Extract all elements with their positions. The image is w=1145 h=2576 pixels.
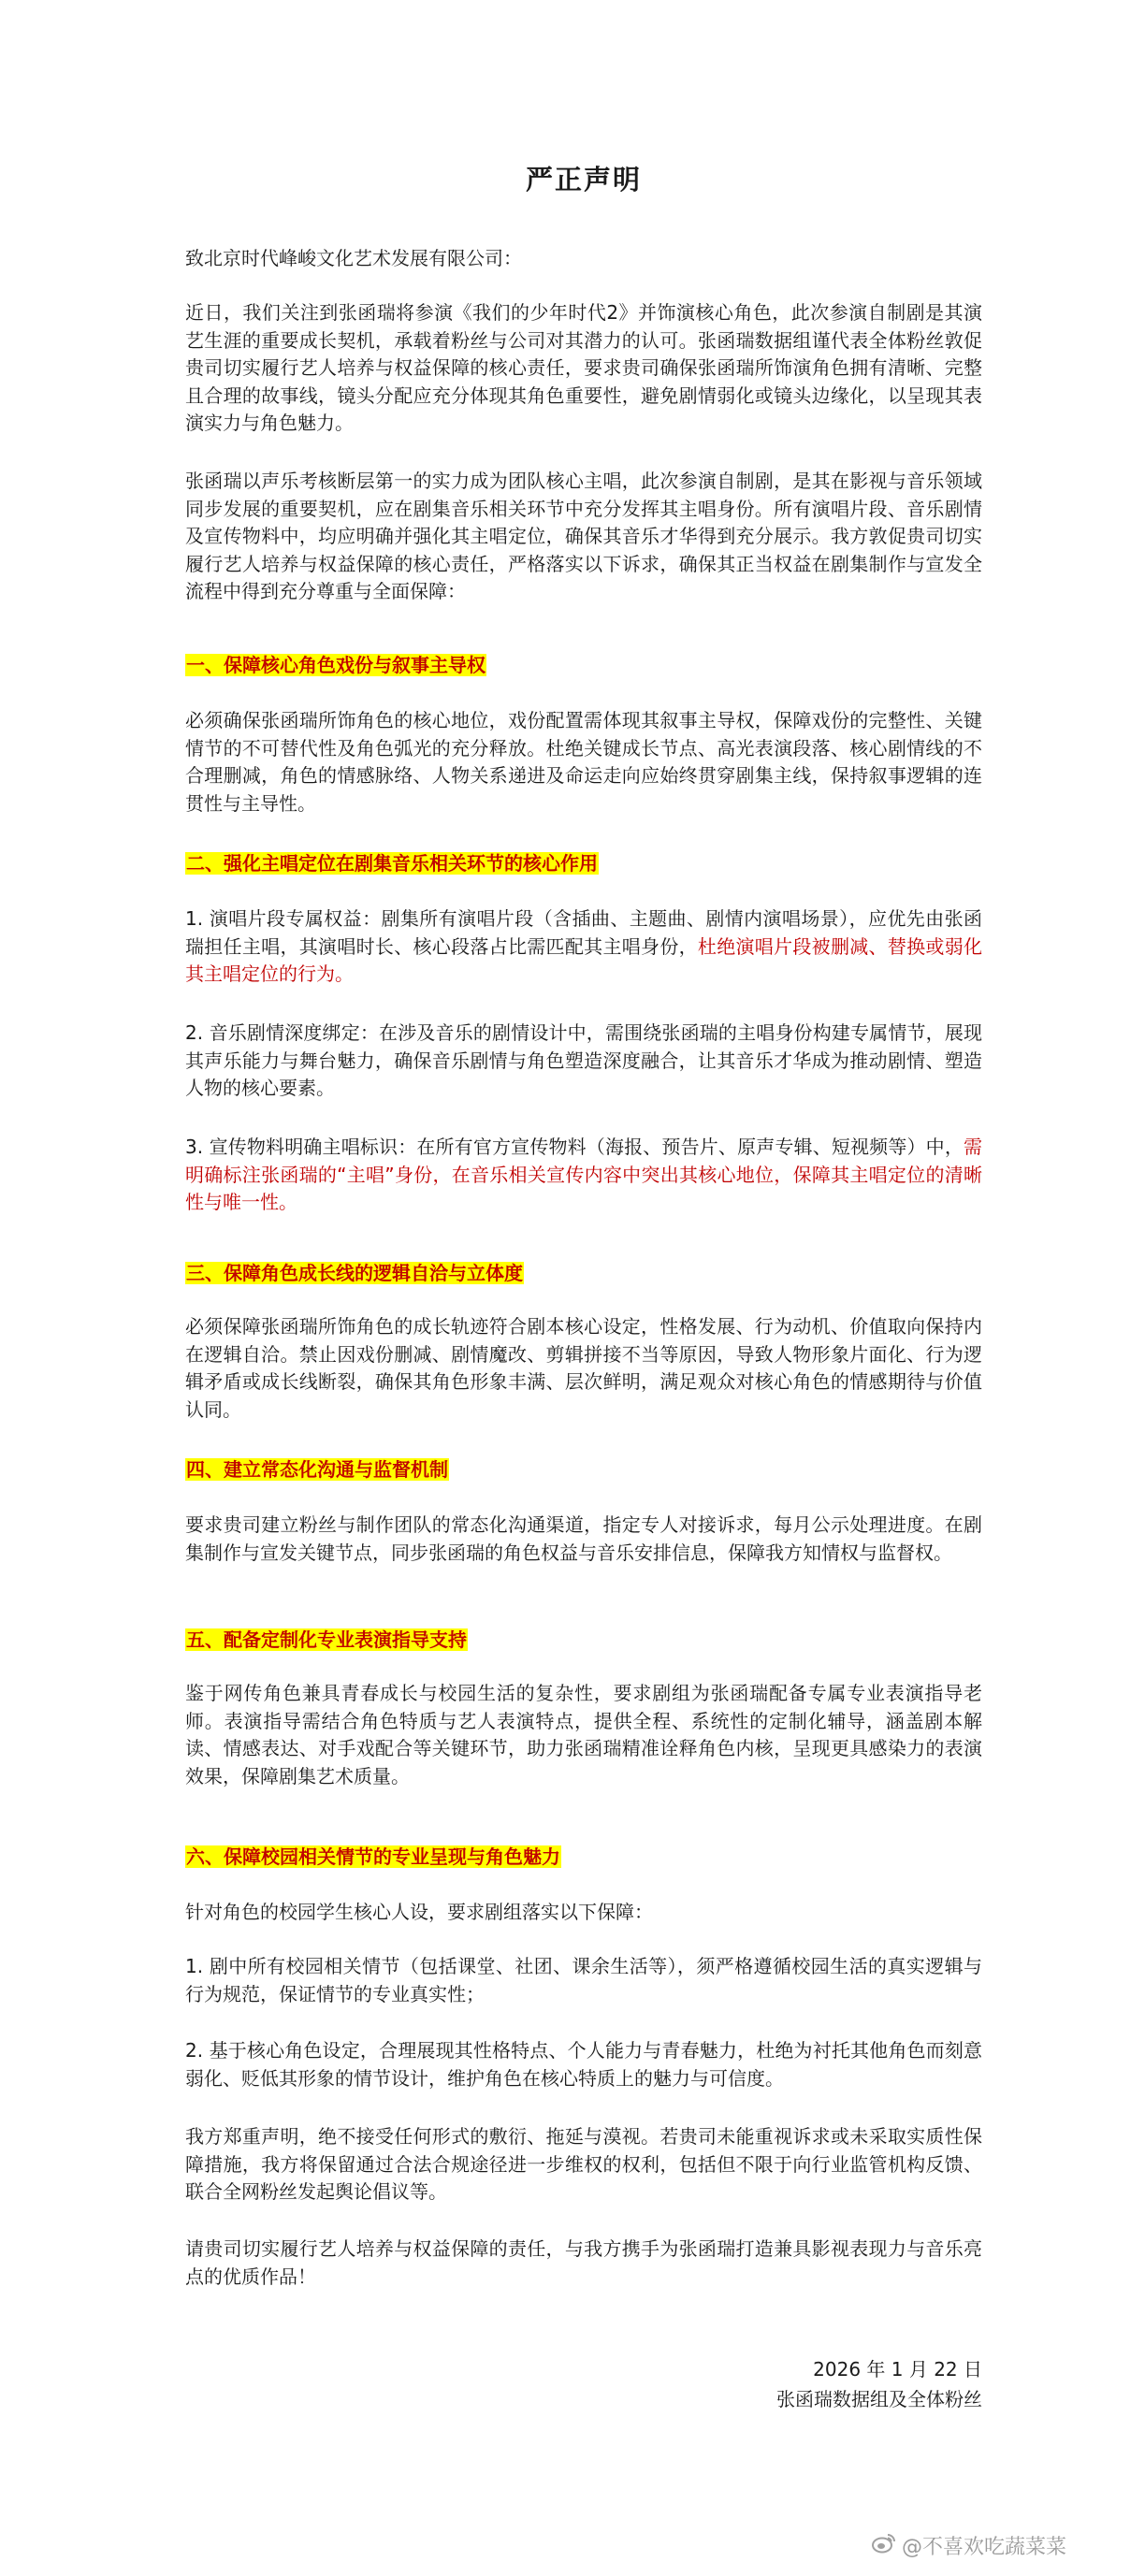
closing-paragraph-2: 请贵司切实履行艺人培养与权益保障的责任，与我方携手为张函瑞打造兼具影视表现力与音乐亮点的优质作品！ bbox=[185, 2237, 982, 2288]
section-2-item-2: 2. 音乐剧情深度绑定：在涉及音乐的剧情设计中，需围绕张函瑞的主唱身份构建专属情节，展现其声乐能力与舞台魅力，确保音乐剧情与角色塑造深度融合，让其音乐才华成为推动剧情、塑造人物的核心要素。 bbox=[185, 1021, 982, 1099]
section-1-heading: 一、保障核心角色戏份与叙事主导权 bbox=[186, 654, 486, 676]
section-4-heading: 四、建立常态化沟通与监督机制 bbox=[186, 1458, 448, 1481]
section-2-heading: 二、强化主唱定位在剧集音乐相关环节的核心作用 bbox=[186, 852, 598, 875]
section-5-heading: 五、配备定制化专业表演指导支持 bbox=[186, 1628, 467, 1651]
section-4-text: 要求贵司建立粉丝与制作团队的常态化沟通渠道，指定专人对接诉求，每月公示处理进度。在剧集制作与宣发关键节点，同步张函瑞的角色权益与音乐安排信息，保障我方知情权与监督权。 bbox=[185, 1513, 982, 1564]
addressee: 致北京时代峰峻文化艺术发展有限公司： bbox=[185, 247, 522, 269]
weibo-icon bbox=[872, 2529, 896, 2567]
section-3-text: 必须保障张函瑞所饰角色的成长轨迹符合剧本核心设定，性格发展、行为动机、价值取向保持内在逻辑自洽。禁止因戏份删减、剧情魔改、剪辑拼接不当等原因，导致人物形象片面化、行为逻辑矛盾或成长线断裂，确保其角色形象丰满、层次鲜明，满足观众对核心角色的情感期待与价值认同。 bbox=[185, 1315, 982, 1421]
section-6-text: 针对角色的校园学生核心人设，要求剧组落实以下保障： bbox=[185, 1901, 653, 1923]
watermark-text: @不喜欢吃蔬菜菜 bbox=[902, 2536, 1067, 2559]
watermark bbox=[872, 2529, 1145, 2567]
section-6-item-1: 1. 剧中所有校园相关情节（包括课堂、社团、课余生活等），须严格遵循校园生活的真实逻辑与行为规范，保证情节的专业真实性； bbox=[185, 1955, 982, 2005]
intro-paragraph-1: 近日，我们关注到张函瑞将参演《我们的少年时代2》并饰演核心角色，此次参演自制剧是其演艺生涯的重要成长契机，承载着粉丝与公司对其潜力的认可。张函瑞数据组谨代表全体粉丝敦促贵司切实履行艺人培养与权益保障的核心责任，要求贵司确保张函瑞所饰演角色拥有清晰、完整且合理的故事线，镜头分配应充分体现其角色重要性，避免剧情弱化或镜头边缘化，以呈现其表演实力与角色魅力。 bbox=[185, 301, 982, 434]
section-5-text: 鉴于网传角色兼具青春成长与校园生活的复杂性，要求剧组为张函瑞配备专属专业表演指导老师。表演指导需结合角色特质与艺人表演特点，提供全程、系统性的定制化辅导，涵盖剧本解读、情感表达、对手戏配合等关键环节，助力张函瑞精准诠释角色内核，呈现更具感染力的表演效果，保障剧集艺术质量。 bbox=[185, 1682, 982, 1787]
section-6-item-2: 2. 基于核心角色设定，合理展现其性格特点、个人能力与青春魅力，杜绝为衬托其他角色而刻意弱化、贬低其形象的情节设计，维护角色在核心特质上的魅力与可信度。 bbox=[185, 2039, 982, 2090]
section-6-heading: 六、保障校园相关情节的专业呈现与角色魅力 bbox=[186, 1845, 560, 1868]
intro-paragraph-2: 张函瑞以声乐考核断层第一的实力成为团队核心主唱，此次参演自制剧，是其在影视与音乐领域同步发展的重要契机，应在剧集音乐相关环节中充分发挥其主唱身份。所有演唱片段、音乐剧情及宣传物料中，均应明确并强化其主唱定位，确保其音乐才华得到充分展示。我方敦促贵司切实履行艺人培养与权益保障的核心责任，严格落实以下诉求，确保其正当权益在剧集制作与宣发全流程中得到充分尊重与全面保障： bbox=[185, 470, 982, 602]
section-1-text: 必须确保张函瑞所饰角色的核心地位，戏份配置需体现其叙事主导权，保障戏份的完整性、关键情节的不可替代性及角色弧光的充分释放。杜绝关键成长节点、高光表演段落、核心剧情线的不合理删减，角色的情感脉络、人物关系递进及命运走向应始终贯穿剧集主线，保持叙事逻辑的连贯性与主导性。 bbox=[185, 709, 982, 815]
signature-name: 张函瑞数据组及全体粉丝 bbox=[776, 2388, 982, 2410]
section-2-item-3: 3. 宣传物料明确主唱标识：在所有官方宣传物料（海报、预告片、原声专辑、短视频等）中，需明确标注张函瑞的“主唱”身份，在音乐相关宣传内容中突出其核心地位，保障其主唱定位的清晰性与唯一性。 bbox=[185, 1136, 982, 1213]
section-3-heading: 三、保障角色成长线的逻辑自洽与立体度 bbox=[186, 1262, 523, 1284]
document-title: 严正声明 bbox=[525, 164, 642, 195]
signature-date: 2026 年 1 月 22 日 bbox=[813, 2358, 982, 2381]
closing-paragraph-1: 我方郑重声明，绝不接受任何形式的敷衍、拖延与漠视。若贵司未能重视诉求或未采取实质性保障措施，我方将保留通过合法合规途径进一步维权的权利，包括但不限于向行业监管机构反馈、联合全网粉丝发起舆论倡议等。 bbox=[185, 2125, 982, 2203]
section-2-item-1: 1. 演唱片段专属权益：剧集所有演唱片段（含插曲、主题曲、剧情内演唱场景），应优先由张函瑞担任主唱，其演唱时长、核心段落占比需匹配其主唱身份，杜绝演唱片段被删减、替换或弱化其主唱定位的行为。 bbox=[185, 907, 983, 985]
